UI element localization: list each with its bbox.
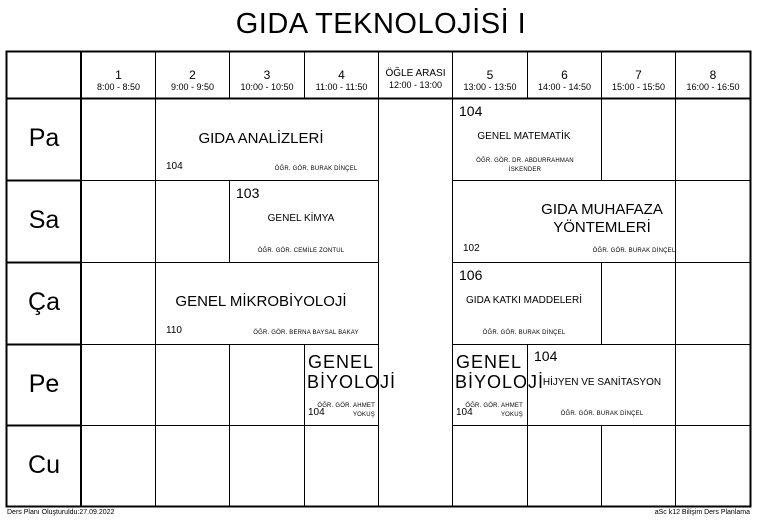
period-7-header: 7 15:00 - 15:50 (611, 68, 666, 92)
lesson-teacher: ÖĞR. GÖR. AHMET YOKUŞ (317, 403, 375, 418)
lesson-room: 103 (236, 185, 260, 201)
lunch-break-header: ÖĞLE ARASI 12:00 - 13:00 (385, 68, 446, 90)
lesson-genel-biyoloji-1[interactable] (305, 345, 397, 425)
lesson-subject: GIDA ANALİZLERİ (198, 130, 324, 147)
lesson-room: 104 (456, 407, 473, 418)
lesson-teacher: ÖĞR. GÖR. BURAK DİNÇEL (560, 411, 644, 417)
lesson-subject: GENEL MİKROBİYOLOJİ (175, 293, 347, 310)
page-title: GIDA TEKNOLOJİSİ I (235, 8, 527, 40)
footer-created: Ders Planı Oluşturuldu:27.09.2022 (7, 509, 115, 516)
footer-software: aSc k12 Bilişim Ders Planlama (654, 509, 750, 516)
day-label-pe: Pe (28, 370, 60, 398)
lesson-subject: HİJYEN VE SANİTASYON (542, 377, 662, 388)
period-4-header: 4 11:00 - 11:50 (315, 68, 368, 92)
lesson-genel-biyoloji-2[interactable] (453, 345, 545, 425)
lesson-genel-mikrobiyoloji[interactable] (156, 263, 378, 344)
lesson-subject: GENEL MATEMATİK (477, 131, 571, 142)
lesson-subject: GIDA KATKI MADDELERİ (466, 295, 582, 306)
lesson-room: 104 (166, 161, 183, 172)
lesson-teacher: ÖĞR. GÖR. BURAK DİNÇEL (482, 330, 566, 336)
period-6-header: 6 14:00 - 14:50 (537, 68, 592, 92)
period-5-header: 5 13:00 - 13:50 (463, 68, 517, 92)
lesson-subject: GIDA MUHAFAZA YÖNTEMLERİ (541, 201, 663, 236)
period-1-header: 1 8:00 - 8:50 (96, 68, 141, 92)
day-label-sa: Sa (28, 206, 60, 234)
lesson-genel-kimya[interactable] (230, 181, 378, 262)
day-label-cu: Cu (28, 451, 60, 479)
lesson-teacher: ÖĞR. GÖR. BERNA BAYSAL BAKAY (253, 330, 359, 336)
period-3-header: 3 10:00 - 10:50 (240, 68, 294, 92)
lesson-teacher: ÖĞR. GÖR. BURAK DİNÇEL (274, 166, 358, 172)
lesson-gida-katki[interactable] (453, 263, 601, 344)
day-label-pa: Pa (28, 124, 60, 152)
lesson-teacher: ÖĞR. GÖR. AHMET YOKUŞ (465, 403, 523, 418)
lesson-subject: GENEL BİYOLOJİ (307, 352, 397, 392)
lesson-room: 106 (459, 267, 483, 283)
lesson-room: 110 (166, 325, 182, 336)
lesson-subject: GENEL KİMYA (267, 213, 335, 224)
lesson-genel-matematik[interactable] (453, 99, 601, 180)
lesson-teacher: ÖĞR. GÖR. BURAK DİNÇEL (592, 248, 676, 254)
lesson-subject: GENEL BİYOLOJİ (455, 352, 545, 392)
lesson-room: 102 (463, 243, 480, 254)
lesson-room: 104 (308, 407, 325, 418)
lesson-gida-muhafaza[interactable] (453, 181, 750, 262)
period-2-header: 2 9:00 - 9:50 (170, 68, 215, 92)
lesson-teacher: ÖĞR. GÖR. DR. ABDURRAHMAN İSKENDER (476, 158, 574, 173)
lesson-teacher: ÖĞR. GÖR. CEMİLE ZONTUL (257, 248, 345, 254)
day-label-ca: Ça (28, 288, 60, 316)
lesson-gida-analizleri[interactable] (156, 99, 378, 180)
lesson-hijyen-sanitasyon[interactable] (528, 345, 750, 425)
lesson-room: 104 (459, 103, 483, 119)
period-8-header: 8 16:00 - 16:50 (686, 68, 740, 92)
lesson-room: 104 (534, 348, 558, 364)
